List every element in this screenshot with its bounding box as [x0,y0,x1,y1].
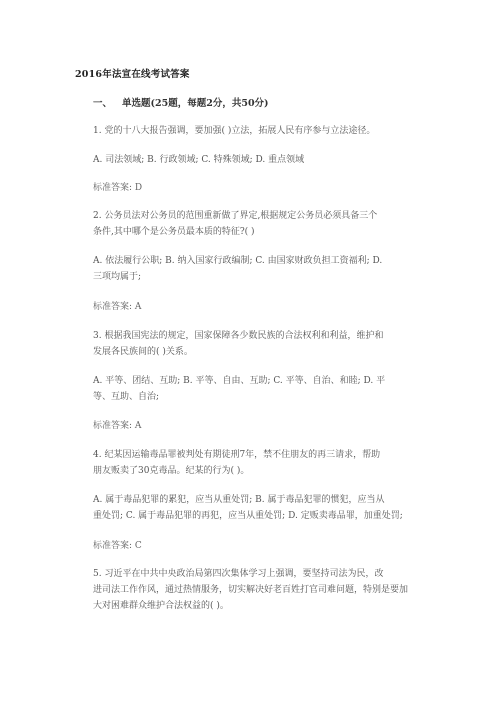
question-2-options-line: 三项均属于; [93,272,142,282]
question-5-stem-line: 进司法工作作风，通过热情服务，切实解决好老百姓打官司难问题，特别是要加 [93,585,409,595]
document-title: 2016年法宣在线考试答案 [75,69,190,80]
question-5-stem-line: 大对困难群众维护合法权益的( )。 [93,601,229,611]
section-heading [93,95,269,109]
question-5-stem-line: 5. 习近平在中共中央政治局第四次集体学习上强调，要坚持司法为民，改 [93,569,384,579]
question-2-stem-line: 2. 公务员法对公务员的范围重新做了界定,根据规定公务员必须具备三个 [93,211,378,221]
question-5-stem [93,566,411,614]
question-2-answer: 标准答案: A [93,302,142,312]
question-4-answer: 标准答案: C [93,541,142,551]
question-3-options [93,373,411,405]
section-title: 单选题(25题，每题2分，共50分) [122,98,269,109]
question-4-stem-line: 朋友贩卖了30克毒品。纪某的行为( )。 [93,466,250,476]
question-1-stem [93,123,411,139]
question-4-stem-line: 4. 纪某因运输毒品罪被判处有期徒刑7年，禁不住朋友的再三请求，帮助 [93,450,381,460]
question-2-stem [93,208,411,240]
section-number: 一、 [93,98,113,109]
question-3-answer: 标准答案: A [93,421,142,431]
question-4-stem [93,447,411,479]
question-1-stem-line: 1. 党的十八大报告强调，要加强( )立法，拓展人民有序参与立法途径。 [93,126,376,136]
question-1-options [93,152,411,168]
question-2-options-line: A. 依法履行公职; B. 纳入国家行政编制; C. 由国家财政负担工资福利; D. [93,256,383,266]
question-3-options-line: A. 平等、团结、互助; B. 平等、自由、互助; C. 平等、自治、和睦; D. 平 [93,376,386,386]
question-3-stem [93,328,411,360]
question-1-options-line: A. 司法领域; B. 行政领域; C. 特殊领域; D. 重点领域 [93,155,305,165]
question-3-options-line: 等、互助、自治; [93,392,160,402]
question-3-stem-line: 3. 根据我国宪法的规定，国家保障各少数民族的合法权利和利益，维护和 [93,331,384,341]
question-4-options [93,492,411,524]
question-3-stem-line: 发展各民族间的( )关系。 [93,347,193,357]
question-2-stem-line: 条件,其中哪个是公务员最本质的特征?( ) [93,227,255,237]
question-1-answer: 标准答案: D [93,183,143,193]
question-4-options-line: 重处罚; C. 属于毒品犯罪的再犯，应当从重处罚; D. 定贩卖毒品罪，加重处罚; [93,511,403,521]
question-4-options-line: A. 属于毒品犯罪的累犯，应当从重处罚; B. 属于毒品犯罪的惯犯，应当从 [93,495,385,505]
question-2-options [93,253,411,285]
